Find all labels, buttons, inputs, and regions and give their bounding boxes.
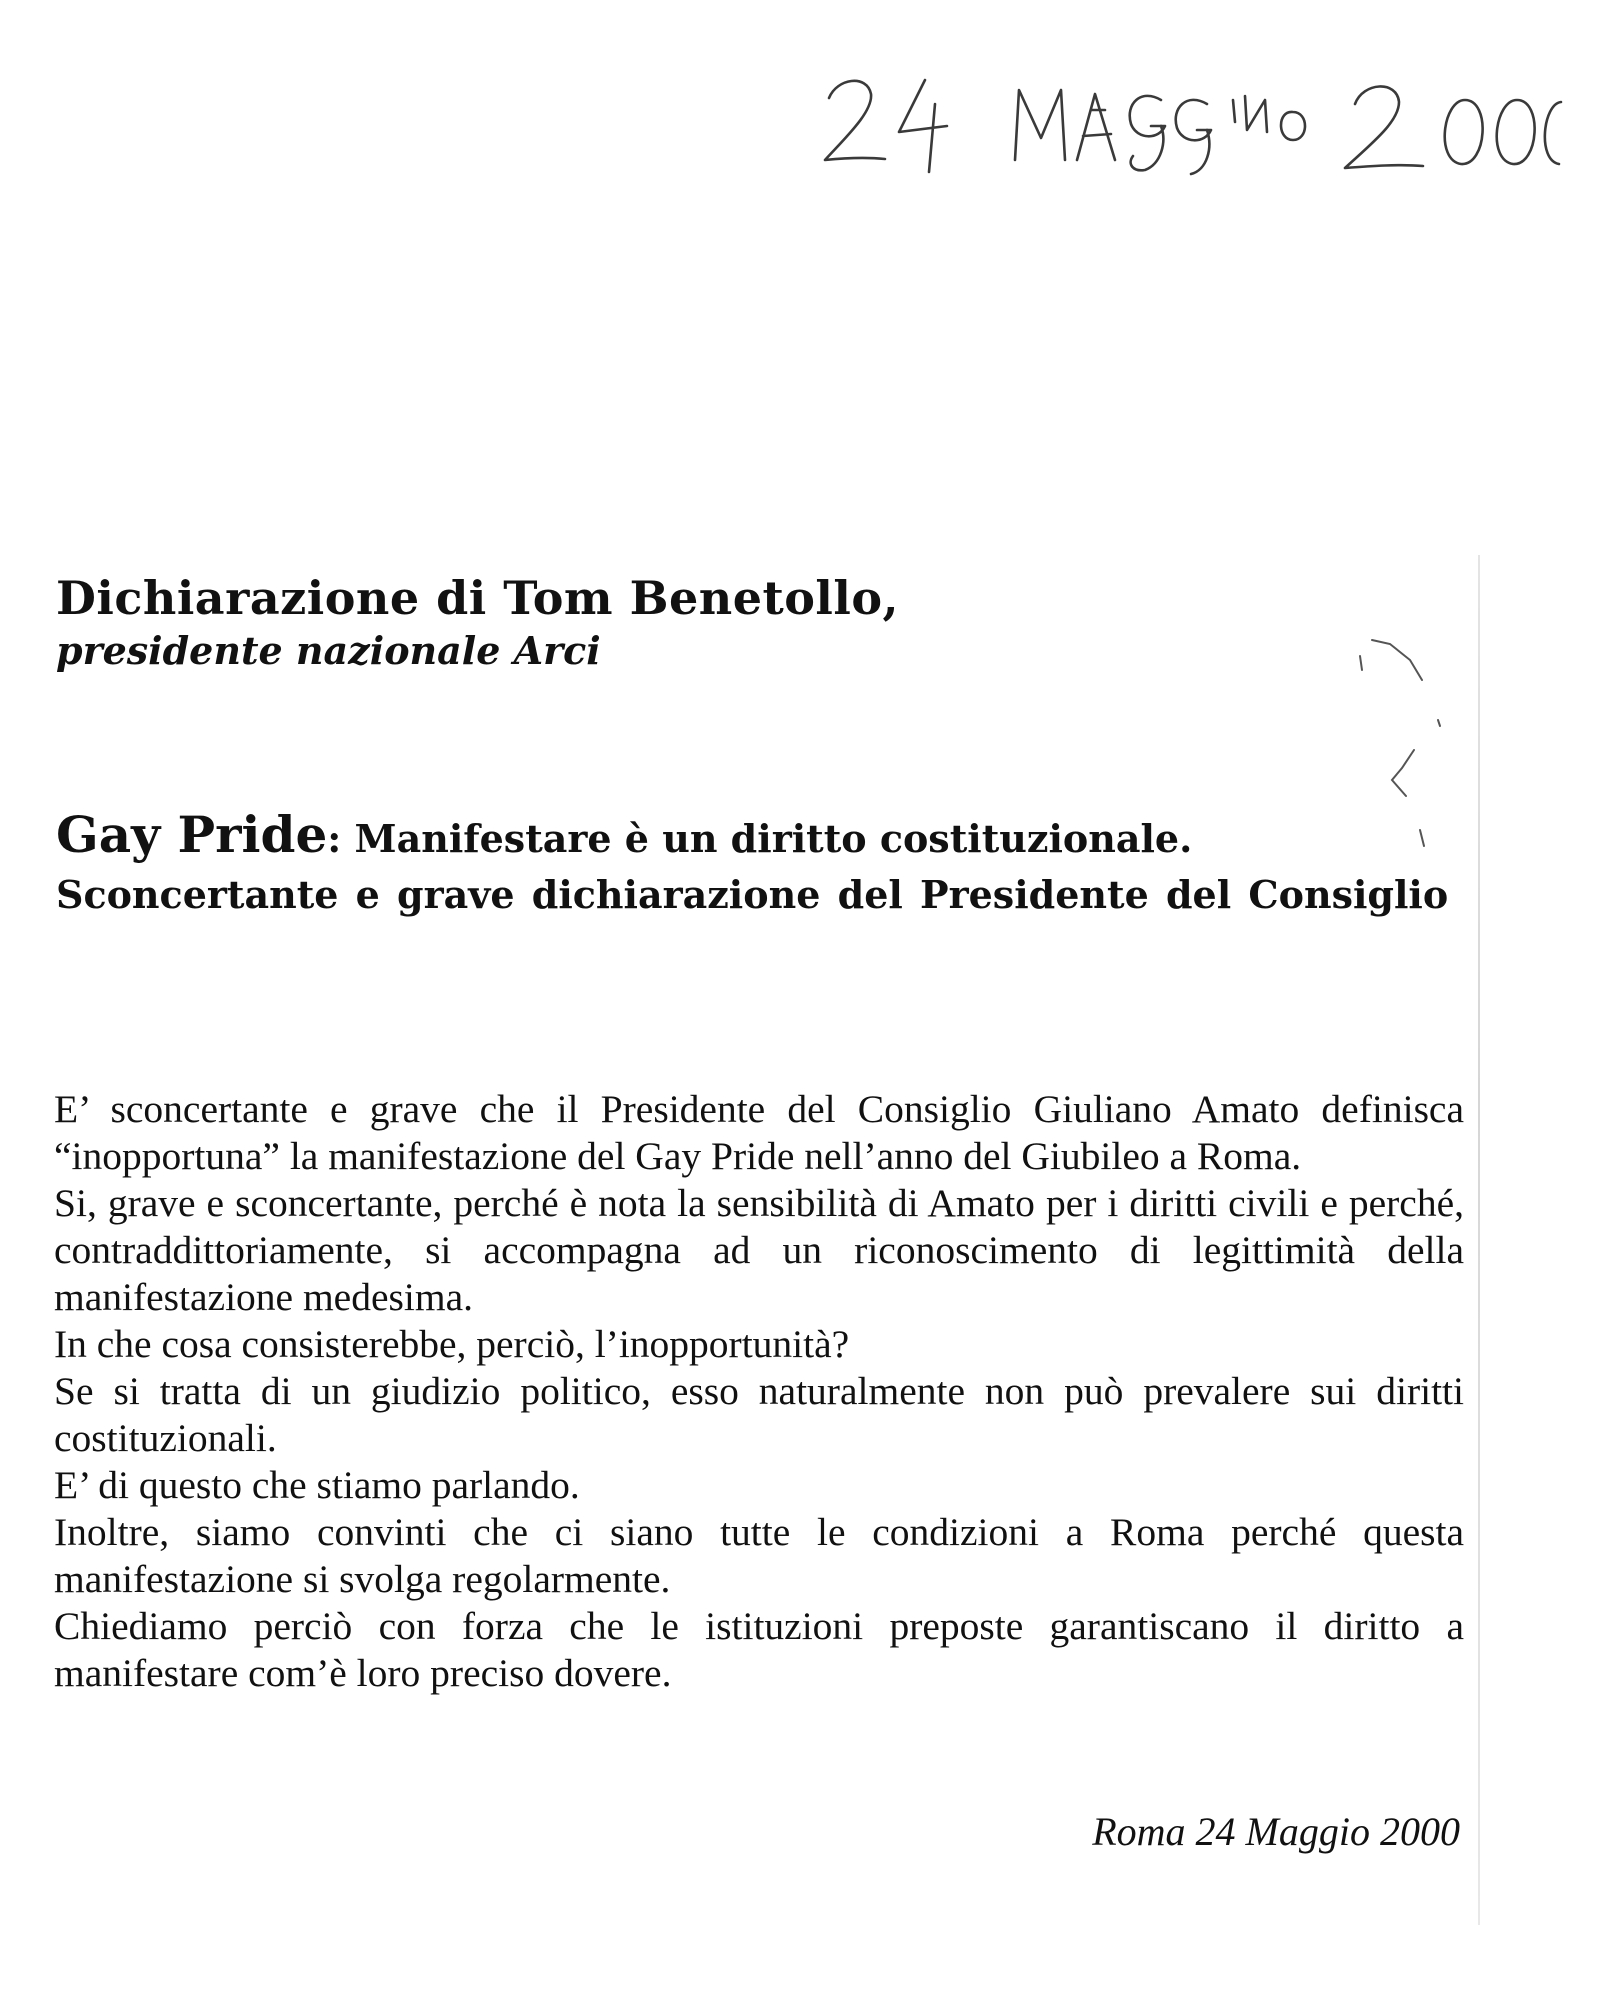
body-paragraph: In che cosa consisterebbe, perciò, l’inopportunità? bbox=[54, 1322, 850, 1366]
title-line-2: Sconcertante e grave dichiarazione del Presidente del Consiglio bbox=[56, 872, 1449, 917]
place-and-date: Roma 24 Maggio 2000 bbox=[1092, 1809, 1460, 1854]
body-paragraph: E’ sconcertante e grave che il Presidente del Consiglio Giuliano Amato definisca “inopportuna” la manifestazione del Gay Pride nell’anno del Giubileo a Roma. bbox=[54, 1087, 1464, 1178]
handwritten-date-annotation bbox=[815, 60, 1575, 180]
title-line-1 bbox=[56, 806, 1466, 868]
author-line: Dichiarazione di Tom Benetollo, bbox=[56, 571, 900, 625]
body-paragraph: Chiediamo perciò con forza che le istituzioni preposte garantiscano il diritto a manifestare com’è loro preciso dovere. bbox=[54, 1604, 1464, 1695]
body-paragraph: Se si tratta di un giudizio politico, esso naturalmente non può prevalere sui diritti costituzionali. bbox=[54, 1369, 1464, 1460]
body-paragraph: Si, grave e sconcertante, perché è nota la sensibilità di Amato per i diritti civili e perché, contraddittoriamente, si accompagna ad un riconoscimento di legittimità della manifestazione medesima. bbox=[54, 1181, 1464, 1319]
title-lead: Gay Pride bbox=[56, 805, 328, 864]
sheet-edge bbox=[1478, 555, 1480, 1925]
body-paragraph: Inoltre, siamo convinti che ci siano tutte le condizioni a Roma perché questa manifestazione si svolga regolarmente. bbox=[54, 1510, 1464, 1601]
statement-body bbox=[54, 1086, 1464, 1697]
author-role: presidente nazionale Arci bbox=[56, 628, 601, 673]
title-line-1-rest: : Manifestare è un diritto costituzionale. bbox=[327, 816, 1193, 861]
statement-title bbox=[56, 806, 1466, 922]
statement-heading bbox=[56, 570, 1456, 676]
body-paragraph: E’ di questo che stiamo parlando. bbox=[54, 1463, 580, 1507]
